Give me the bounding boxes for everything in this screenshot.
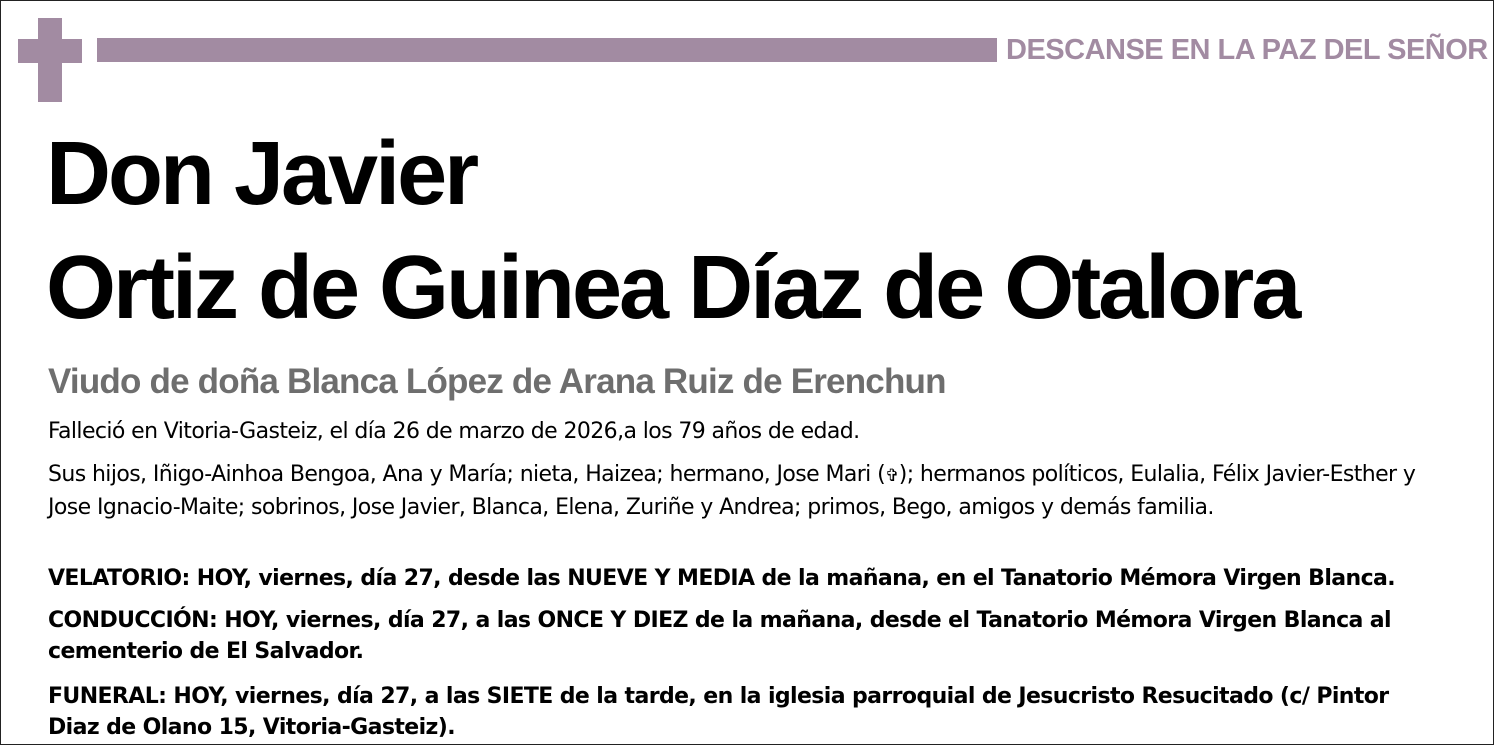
deceased-name-line-1: Don Javier — [46, 124, 477, 224]
family-list-part-1: Sus hijos, Iñigo-Ainhoa Bengoa, Ana y María; nieta, Haizea; hermano, Jose Mari ( — [48, 462, 886, 487]
header-motto: DESCANSE EN LA PAZ DEL SEÑOR — [1006, 34, 1488, 66]
widower-subtitle: Viudo de doña Blanca López de Arana Ruiz de Erenchun — [48, 362, 946, 401]
death-statement: Falleció en Vitoria-Gasteiz, el día 26 de marzo de 2026,a los 79 años de edad. — [48, 419, 860, 444]
funeral-info: FUNERAL: HOY, viernes, día 27, a las SIETE de la tarde, en la iglesia parroquial de Jesucristo Resucitado (c/ Pintor Diaz de Olano 15, Vitoria-Gasteiz). — [48, 684, 1389, 740]
deceased-name-line-2: Ortiz de Guinea Díaz de Otalora — [46, 238, 1299, 338]
header-divider-bar — [97, 38, 997, 62]
procession-info: CONDUCCIÓN: HOY, viernes, día 27, a las ONCE Y DIEZ de la mañana, desde el Tanatorio Mémora Virgen Blanca al cementerio de El Salvador. — [48, 608, 1391, 664]
family-list-part-2: ); hermanos políticos, Eulalia, Félix Javier-Esther y Jose Ignacio-Maite; sobrinos, Jose Javier, Blanca, Elena, Zuriñe y Andrea; primos, Bego, amigos y demás familia. — [48, 462, 1416, 520]
deceased-cross-icon: ✞ — [885, 466, 899, 486]
cross-horizontal-bar — [18, 39, 82, 63]
family-list — [48, 459, 1428, 523]
wake-info: VELATORIO: HOY, viernes, día 27, desde las NUEVE Y MEDIA de la mañana, en el Tanatorio Mémora Virgen Blanca. — [48, 566, 1396, 591]
